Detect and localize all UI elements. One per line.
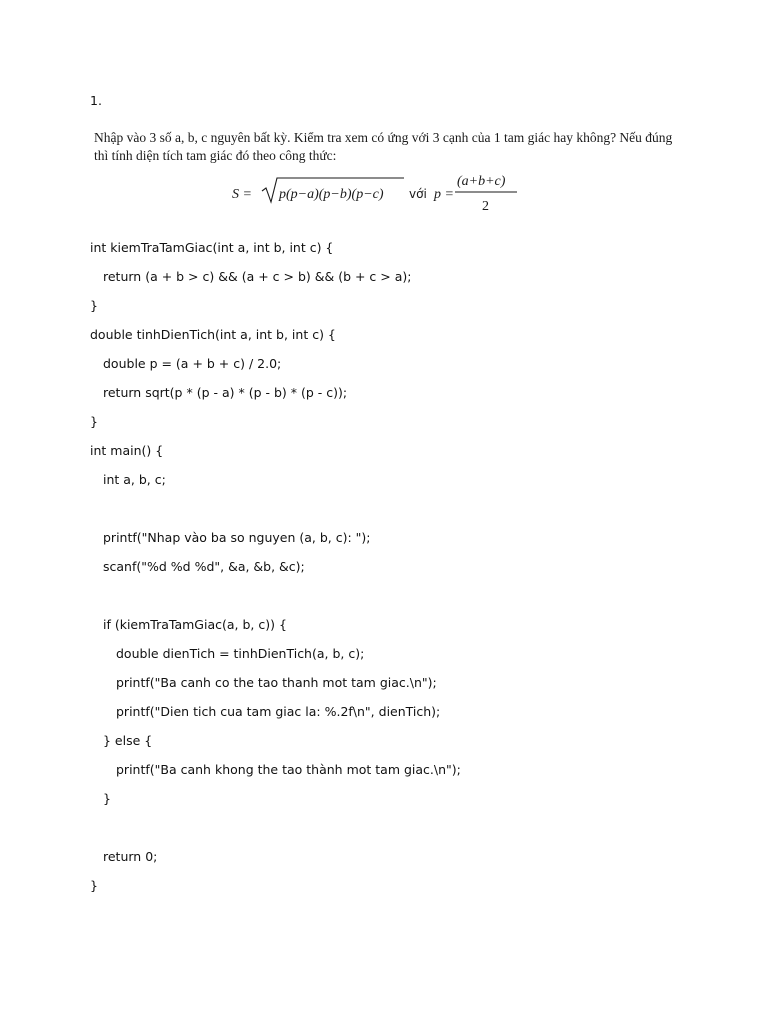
code-line: printf("Ba canh co the tao thanh mot tam giac.\n"); <box>116 675 437 690</box>
area-formula <box>232 170 532 216</box>
formula-denominator: 2 <box>482 199 489 214</box>
code-line: printf("Dien tich cua tam giac la: %.2f\n", dienTich); <box>116 704 441 719</box>
problem-statement: Nhập vào 3 số a, b, c nguyên bất kỳ. Kiểm tra xem có ứng với 3 cạnh của 1 tam giác hay không? Nếu đúng thì tính diện tích tam giác đó theo công thức: <box>94 130 673 163</box>
formula-lhs: S = <box>232 187 252 202</box>
code-line: double tinhDienTich(int a, int b, int c) { <box>90 327 336 342</box>
code-line: double dienTich = tinhDienTich(a, b, c); <box>116 646 365 661</box>
code-line: } else { <box>103 733 153 748</box>
code-line: } <box>103 791 111 806</box>
formula-p-label: p = <box>434 187 454 202</box>
code-line: int main() { <box>90 443 164 458</box>
code-line: } <box>90 298 98 313</box>
formula-radicand: p(p−a)(p−b)(p−c) <box>279 187 384 202</box>
code-line: } <box>90 878 98 893</box>
code-line: scanf("%d %d %d", &a, &b, &c); <box>103 559 305 574</box>
code-line: printf("Ba canh khong the tao thành mot tam giac.\n"); <box>116 762 461 777</box>
code-line: double p = (a + b + c) / 2.0; <box>103 356 282 371</box>
formula-connector: với <box>409 187 427 201</box>
code-line: printf("Nhap vào ba so nguyen (a, b, c): "); <box>103 530 371 545</box>
question-number: 1. <box>90 93 102 108</box>
code-line: } <box>90 414 98 429</box>
code-line: int kiemTraTamGiac(int a, int b, int c) { <box>90 240 334 255</box>
code-line: return sqrt(p * (p - a) * (p - b) * (p - c)); <box>103 385 348 400</box>
code-line: return (a + b > c) && (a + c > b) && (b + c > a); <box>103 269 412 284</box>
formula-numerator: (a+b+c) <box>457 174 506 189</box>
code-line: if (kiemTraTamGiac(a, b, c)) { <box>103 617 287 632</box>
code-line: int a, b, c; <box>103 472 166 487</box>
code-line: return 0; <box>103 849 158 864</box>
